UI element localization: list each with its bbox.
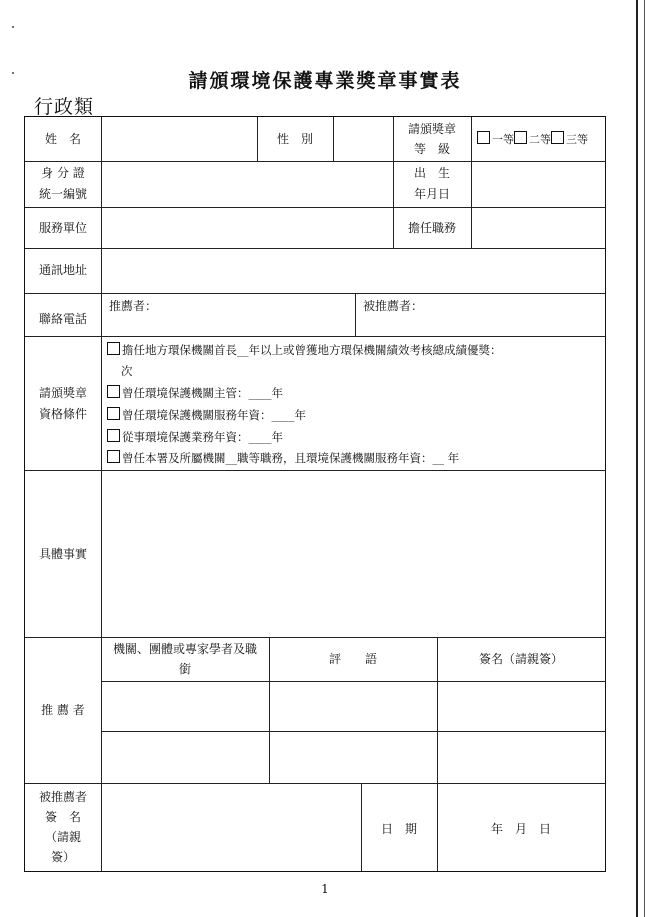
scan-edge-line — [644, 0, 645, 917]
qualification-item — [107, 383, 283, 404]
qualification-text: 曾任環境保護機關服務年資：____年 — [122, 408, 306, 422]
recommender-org-header: 機關、團體或專家學者及職 — [112, 642, 257, 656]
recommender-org-header: 銜 — [178, 662, 191, 676]
id-number-label: 身 分 證 — [41, 166, 85, 180]
nominee-signature-label: （請親 — [44, 830, 81, 844]
checkbox-first-grade[interactable] — [477, 131, 490, 144]
scan-edge-line — [636, 0, 638, 917]
checkbox-third-grade[interactable] — [551, 131, 564, 144]
qualification-label: 請頒獎章 — [38, 386, 87, 400]
nominee-phone-label: 被推薦者： — [363, 299, 424, 313]
qualification-item — [107, 405, 306, 426]
checkbox-qualification[interactable] — [107, 450, 120, 463]
column-divider — [355, 293, 356, 336]
checkbox-qualification[interactable] — [107, 342, 120, 355]
nominee-signature-field[interactable] — [103, 785, 359, 869]
specific-facts-label: 具體事實 — [38, 547, 87, 561]
checkbox-second-grade[interactable] — [514, 131, 527, 144]
row-divider — [25, 470, 605, 471]
row-divider — [101, 681, 605, 682]
qualification-text: 從事環境保護業務年資：____年 — [122, 430, 283, 444]
qualification-label: 資格條件 — [38, 407, 87, 421]
award-grade-label: 請頒獎章 — [407, 122, 456, 136]
service-unit-label: 服務單位 — [38, 221, 87, 235]
row-divider — [25, 248, 605, 249]
nominee-signature-label: 簽 名 — [44, 810, 81, 824]
row-divider — [25, 336, 605, 337]
column-divider — [101, 117, 102, 871]
address-label: 通訊地址 — [38, 263, 87, 277]
birth-date-label: 出 生 — [413, 166, 450, 180]
id-number-label: 統一編號 — [38, 187, 87, 201]
category-label: 行政類 — [34, 96, 95, 118]
qualification-item — [107, 340, 502, 361]
gender-label: 性 別 — [276, 132, 313, 146]
checkbox-qualification[interactable] — [107, 429, 120, 442]
document-title: 請頒環境保護專業獎章事實表 — [188, 70, 462, 92]
date-value: 年 月 日 — [490, 822, 551, 836]
award-grade-label: 等 級 — [413, 142, 450, 156]
fact-sheet-form — [24, 116, 606, 872]
birth-date-label: 年月日 — [413, 187, 450, 201]
column-divider — [333, 117, 334, 161]
qualification-item — [107, 427, 283, 448]
signature-header: 簽名（請親簽） — [478, 652, 563, 666]
recommender-phone-label: 推薦者： — [109, 299, 158, 313]
row-divider — [25, 783, 605, 784]
position-label: 擔任職務 — [407, 221, 456, 235]
grade-option-third: 三等 — [566, 133, 588, 146]
row-divider — [25, 637, 605, 638]
specific-facts-field[interactable] — [103, 472, 603, 635]
nominee-signature-label: 簽） — [50, 850, 75, 864]
qualification-text: 曾任環境保護機關主管：____年 — [122, 386, 283, 400]
checkbox-qualification[interactable] — [107, 385, 120, 398]
qualification-item — [107, 448, 459, 469]
phone-label: 聯絡電話 — [38, 312, 87, 326]
qualification-text: 擔任地方環保機關首長__年以上或曾獲地方環保機關績效考核總成績優獎： — [122, 343, 502, 357]
row-divider — [25, 293, 605, 294]
checkbox-qualification[interactable] — [107, 407, 120, 420]
grade-option-second: 二等 — [529, 133, 551, 146]
name-label: 姓 名 — [44, 132, 81, 146]
qualification-continuation: 次 — [121, 364, 133, 378]
row-divider — [25, 207, 605, 208]
row-divider — [25, 161, 605, 162]
nominee-signature-label: 被推薦者 — [38, 790, 87, 804]
row-divider — [101, 731, 605, 732]
comment-header: 評 語 — [328, 652, 377, 666]
grade-option-first: 一等 — [492, 133, 514, 146]
column-divider — [471, 117, 472, 248]
recommender-label: 推 薦 者 — [41, 703, 85, 717]
page-number: 1 — [321, 882, 329, 896]
scan-speck — [12, 26, 14, 28]
date-label: 日 期 — [380, 822, 417, 836]
grade-options — [477, 129, 588, 150]
qualification-text: 曾任本署及所屬機關__職等職務，且環境保護機關服務年資：__ 年 — [122, 451, 460, 465]
